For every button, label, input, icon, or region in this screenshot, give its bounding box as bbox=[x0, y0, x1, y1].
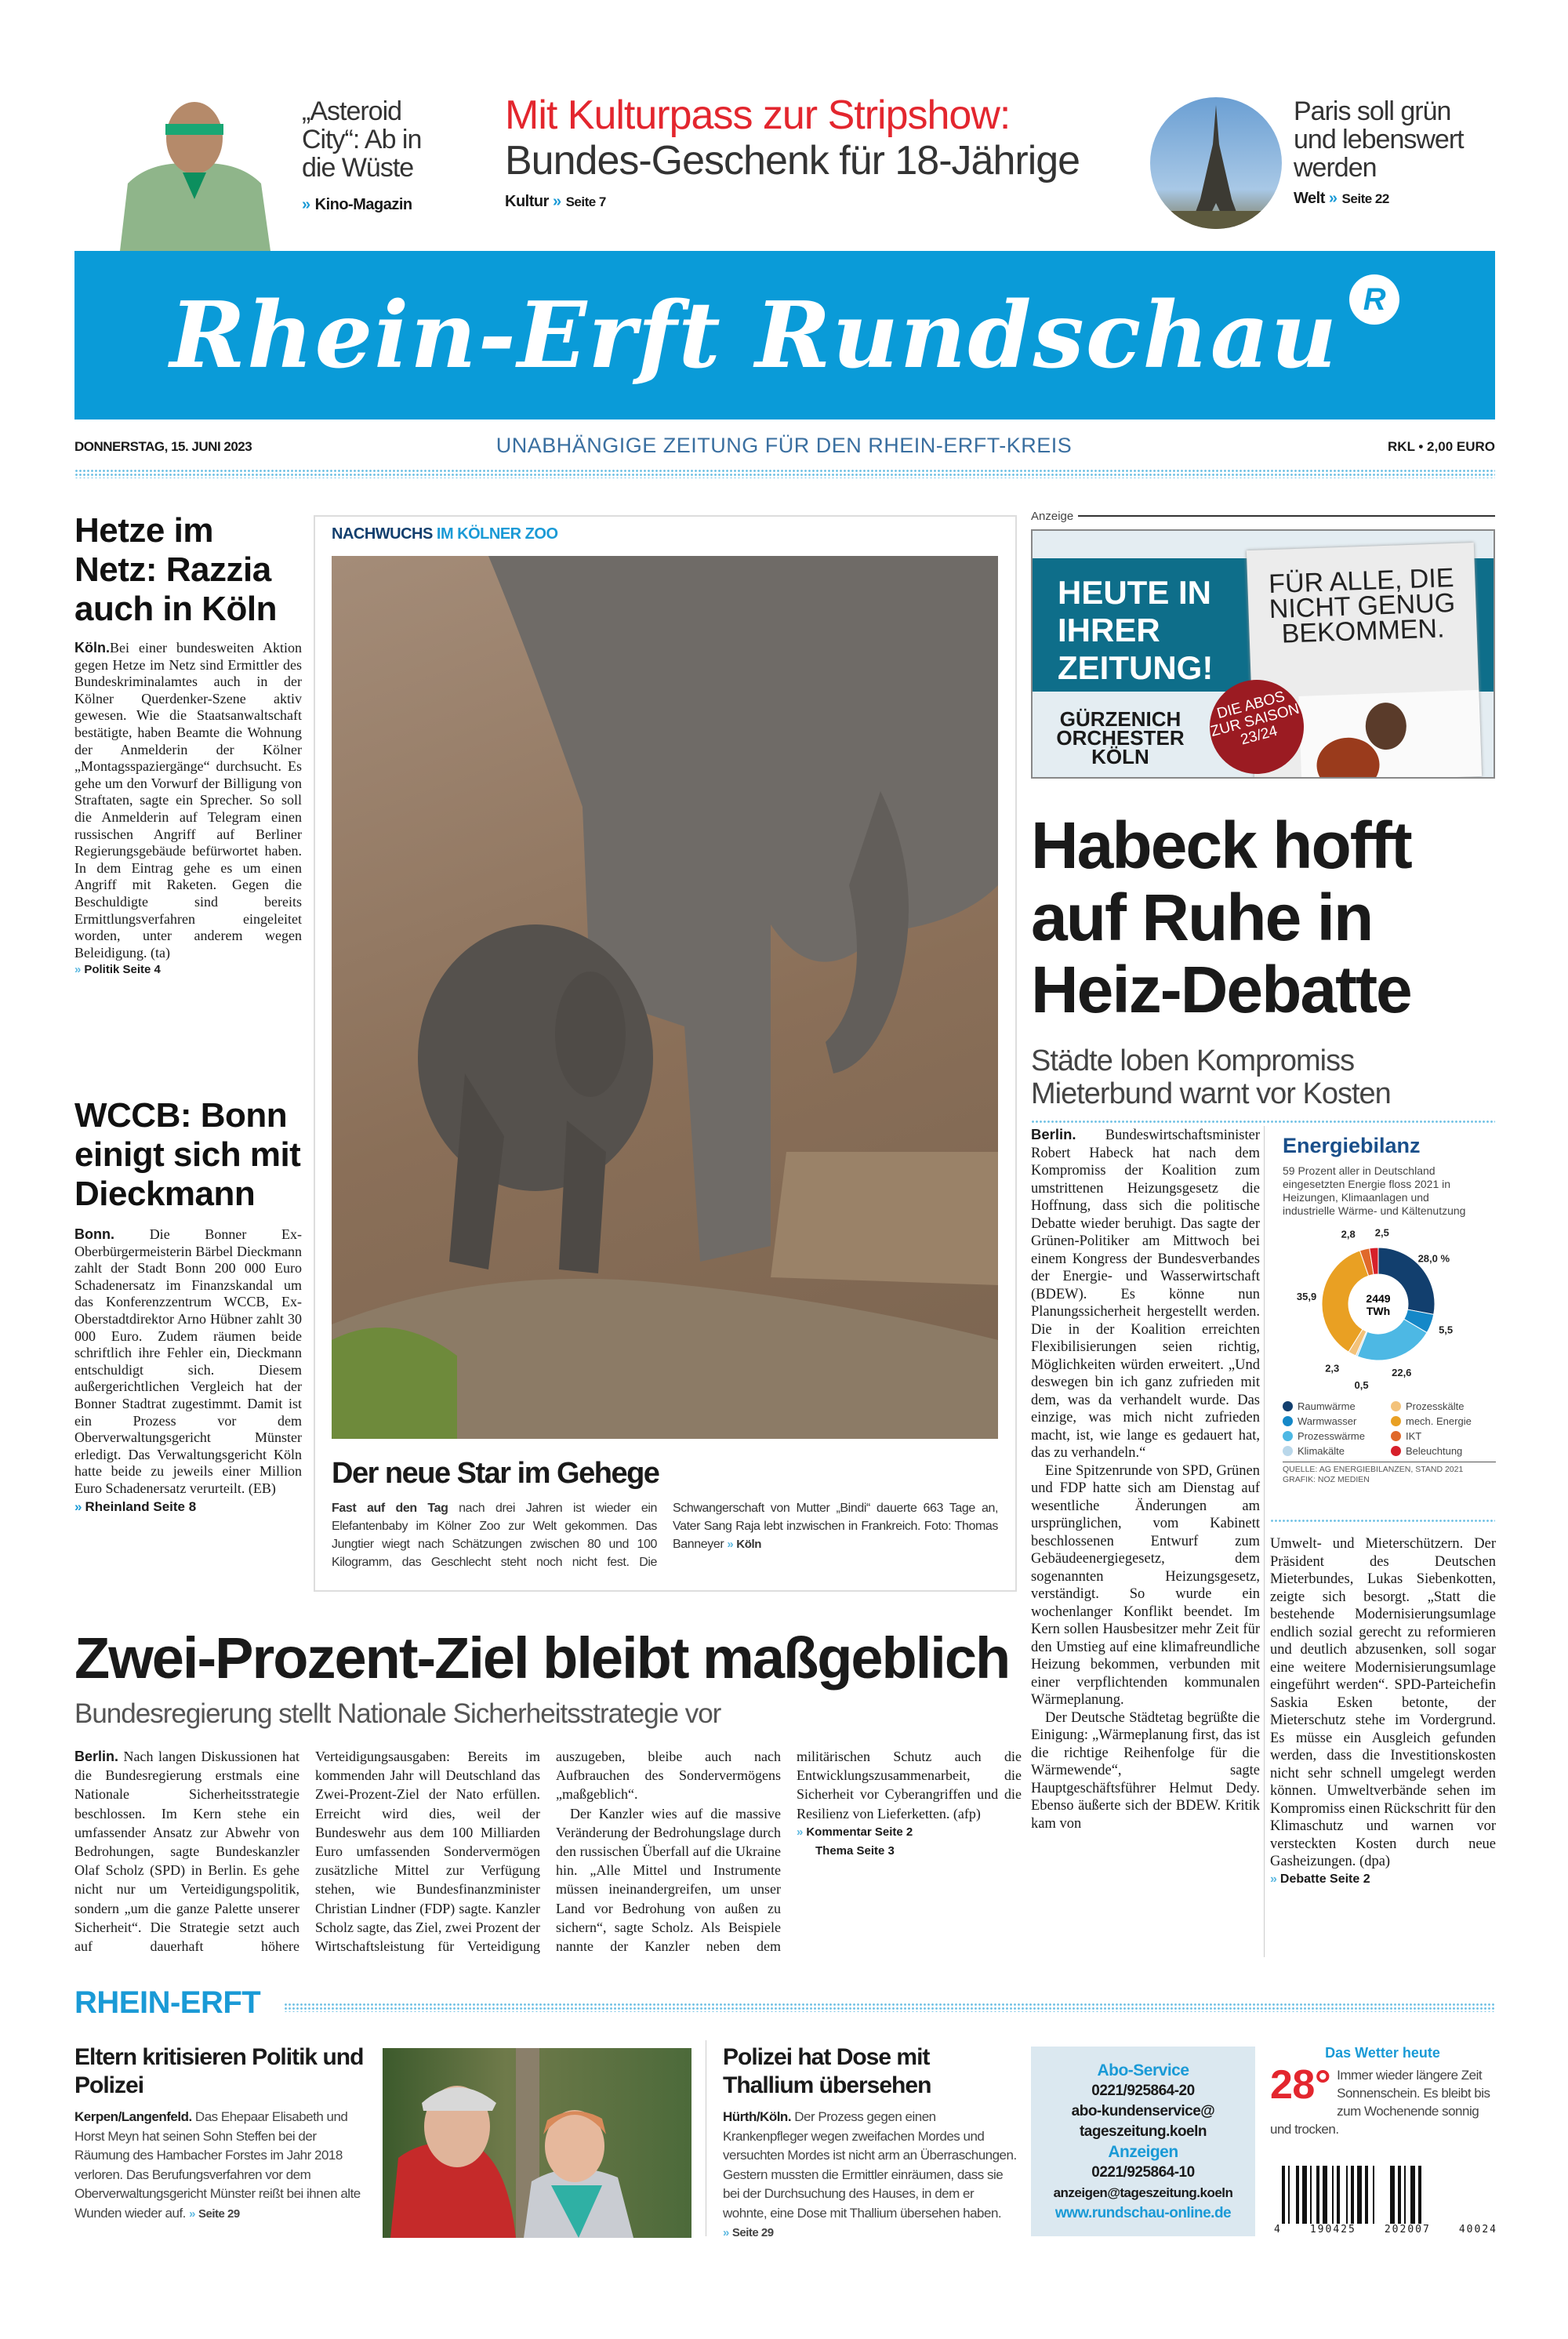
page-ref[interactable] bbox=[1270, 1871, 1496, 1889]
donut-value-label: 5,5 bbox=[1439, 1324, 1454, 1336]
barcode-bar bbox=[1282, 2166, 1285, 2224]
teaser-center-section: Kultur bbox=[505, 193, 549, 210]
barcode bbox=[1274, 2166, 1497, 2238]
second-subhead: Bundesregierung stellt Nationale Sicherheitsstrategie vor bbox=[74, 1698, 721, 1729]
legend-label: IKT bbox=[1406, 1430, 1422, 1442]
barcode-bar bbox=[1398, 2166, 1401, 2224]
article-text: Bundeswirtschaftsminister Robert Habeck hat nach dem Kompromiss der Koalition zum umstrittenen Heizungsgesetz die Hoffnung, dass sich die politische Debatte wieder beruhigt. Das sagte der Grünen-Politiker am Mittwoch bei einem Kongress der Bundesverbandes der Energie- und Wasserwirtschaft (BDEW). Es könne nun Planungssicherheit hergestellt werden. Die in der Koalition erreichten Flexibilisierungen seien richtig, Möglichkeiten würden erweitert. „Und deswegen bin ich ganz zufrieden mit dem, was da verhandelt wurde. Das einzige, was mich nicht zufrieden macht, ist, wie lange es gedauert hat, das zu verhandeln.“ bbox=[1031, 1128, 1260, 1461]
divider-dotted bbox=[74, 469, 1495, 478]
barcode-bar bbox=[1346, 2166, 1348, 2224]
legend-item bbox=[1391, 1429, 1496, 1444]
column-rule bbox=[1264, 1126, 1265, 1957]
teaser-photo-eiffel[interactable] bbox=[1150, 97, 1282, 229]
barcode-bar bbox=[1316, 2166, 1319, 2224]
barcode-bar bbox=[1373, 2166, 1374, 2224]
service-box bbox=[1031, 2047, 1255, 2236]
eiffel-tower-icon bbox=[1150, 97, 1282, 229]
legend-swatch bbox=[1283, 1431, 1293, 1441]
page-ref-label: Rheinland Seite 8 bbox=[85, 1498, 197, 1514]
legend-swatch bbox=[1283, 1416, 1293, 1426]
masthead-title: Rhein-Erft Rundschau bbox=[169, 281, 1339, 389]
kicker-dark: NACHWUCHS bbox=[332, 525, 433, 543]
registered-mark-icon: R bbox=[1349, 274, 1399, 325]
page-ref-label: Köln bbox=[736, 1538, 762, 1551]
chevron-icon: » bbox=[302, 196, 310, 213]
ads-label: Anzeigen bbox=[1108, 2143, 1178, 2161]
lead-subhead: Städte loben Kompromiss Mieterbund warnt vor Kosten bbox=[1031, 1044, 1391, 1110]
weather-box bbox=[1270, 2045, 1495, 2138]
legend-label: Raumwärme bbox=[1298, 1400, 1356, 1412]
teaser-right-page: Seite 22 bbox=[1341, 191, 1389, 206]
masthead bbox=[74, 251, 1495, 419]
legend-item bbox=[1391, 1444, 1496, 1458]
donut-value-label: 22,6 bbox=[1392, 1367, 1412, 1379]
barcode-bar bbox=[1351, 2166, 1354, 2224]
barcode-digits: 202007 bbox=[1384, 2224, 1431, 2235]
man-portrait-icon bbox=[104, 97, 285, 251]
barcode-bar bbox=[1302, 2166, 1307, 2224]
dateline: Köln. bbox=[74, 640, 110, 656]
ads-email[interactable]: anzeigen@tageszeitung.koeln bbox=[1053, 2185, 1233, 2200]
legend-label: Prozesskälte bbox=[1406, 1400, 1465, 1412]
abo-service-label: Abo-Service bbox=[1097, 2061, 1189, 2079]
article-headline: Polizei hat Dose mit Thallium übersehen bbox=[723, 2044, 931, 2098]
teaser-center-title-black: Bundes-Geschenk für 18-Jährige bbox=[505, 138, 1080, 183]
teaser-left-ref: Kino-Magazin bbox=[314, 196, 412, 213]
abo-email-line2[interactable]: tageszeitung.koeln bbox=[1079, 2123, 1207, 2140]
donut-value-label: 2,3 bbox=[1325, 1362, 1340, 1375]
legend-label: Beleuchtung bbox=[1406, 1445, 1463, 1457]
lead-body-col2 bbox=[1270, 1535, 1496, 1888]
caption-lead: Fast auf den Tag bbox=[332, 1502, 448, 1515]
legend-item bbox=[1391, 1399, 1496, 1414]
ad-label-row bbox=[1031, 508, 1495, 524]
teaser-center-page: Seite 7 bbox=[565, 194, 606, 209]
article-headline: WCCB: Bonn einigt sich mit Dieckmann bbox=[74, 1096, 301, 1213]
energy-chart bbox=[1283, 1128, 1496, 1485]
photo-story-kicker bbox=[332, 525, 558, 543]
chevron-icon: » bbox=[1328, 190, 1338, 207]
section-label-rhein-erft: RHEIN-ERFT bbox=[74, 1985, 261, 2020]
legend-item bbox=[1283, 1444, 1388, 1458]
legend-swatch bbox=[1391, 1446, 1401, 1456]
article-body bbox=[74, 640, 302, 961]
kicker-light: IM KÖLNER ZOO bbox=[436, 525, 558, 543]
page-ref[interactable] bbox=[797, 1823, 1022, 1842]
chart-title: Energiebilanz bbox=[1283, 1134, 1421, 1157]
article-text: Eine Spitzenrunde von SPD, Grünen und FDP hatte sich am Dienstag auf wesentliche Änderungen am ursprünglichen, vom Kabinett beschlossenen Entwurf zum Gebäudeenergiegesetz, dem sogenannten Heizungsgesetz, verständigt. So wurde ein wochenlanger Konflikt beendet. Im Kern sollen Hausbesitzer mehr Zeit für den Umstieg auf eine klimafreundliche Heizung bekommen, verbunden mit einer verpflichtenden kommunalen Wärmeplanung. bbox=[1031, 1462, 1260, 1708]
article-body bbox=[74, 2108, 368, 2224]
barcode-bar bbox=[1296, 2166, 1299, 2224]
elephant-image-icon bbox=[332, 556, 998, 1439]
second-body bbox=[74, 1747, 1022, 1963]
photo-caption bbox=[332, 1499, 998, 1571]
legend-swatch bbox=[1391, 1431, 1401, 1441]
dateline: Berlin. bbox=[74, 1749, 119, 1764]
chart-subtitle: 59 Prozent aller in Deutschland eingesetzten Energie floss 2021 in Heizungen, Klimaanlagen und industrielle Wärme- und Kältenutzung bbox=[1283, 1164, 1466, 1217]
article-headline: Hetze im Netz: Razzia auch in Köln bbox=[74, 511, 277, 628]
barcode-bar bbox=[1288, 2166, 1290, 2224]
chart-legend bbox=[1283, 1399, 1496, 1458]
legend-item bbox=[1391, 1414, 1496, 1429]
issue-date: DONNERSTAG, 15. JUNI 2023 bbox=[74, 439, 252, 454]
barcode-bar bbox=[1404, 2166, 1406, 2224]
barcode-bar bbox=[1418, 2166, 1421, 2224]
donut-center-label: 2449 bbox=[1366, 1292, 1391, 1305]
ad-brand: GÜRZENICH ORCHESTER KÖLN bbox=[1056, 707, 1185, 768]
donut-value-label: 2,8 bbox=[1341, 1228, 1356, 1240]
legend-label: mech. Energie bbox=[1406, 1415, 1472, 1427]
page-ref[interactable] bbox=[74, 1499, 302, 1515]
ad-slogan: FÜR ALLE, DIE NICHT GENUG BEKOMMEN. bbox=[1268, 562, 1456, 649]
legend-swatch bbox=[1283, 1401, 1293, 1411]
teaser-right-section: Welt bbox=[1294, 190, 1325, 207]
legend-item bbox=[1283, 1414, 1388, 1429]
article-wccb[interactable] bbox=[74, 1096, 302, 1515]
article-text: Der Prozess gegen einen Krankenpfleger wegen zweifachen Mordes und versuchten Mordes ist nicht arm an Überraschungen. Gestern mussten die Ermittler einräumen, dass sie bei der Durchsuchung des Hauses, in dem er wohnte, eine Dose mit Thallium übersehen haben. bbox=[723, 2109, 1017, 2221]
abo-email-line1[interactable]: abo-kundenservice@ bbox=[1071, 2103, 1215, 2119]
donut-center-label: TWh bbox=[1366, 1305, 1391, 1317]
local-story-polizei[interactable] bbox=[723, 2043, 1017, 2243]
weather-text: Immer wieder längere Zeit Sonnenschein. Es bleibt bis zum Wochenende sonnig und trocken. bbox=[1270, 2068, 1490, 2137]
tagline: UNABHÄNGIGE ZEITUNG FÜR DEN RHEIN-ERFT-KREIS bbox=[495, 434, 1073, 457]
price: RKL • 2,00 EURO bbox=[1388, 439, 1495, 454]
legend-item bbox=[1283, 1429, 1388, 1444]
barcode-bar bbox=[1390, 2166, 1395, 2224]
donut-value-label: 0,5 bbox=[1354, 1378, 1369, 1391]
chart-source: QUELLE: AG ENERGIEBILANZEN, STAND 2021 bbox=[1283, 1465, 1464, 1474]
article-text: Der Kanzler wies auf die massive Veränderung der Bedrohungslage durch den russischen Überfall auf die Ukraine hin. „Alle Mittel und Instrumente müssen ineinandergreifen, um unser Land vor Bedrohung von außen zu sichern“, sagte Scholz. Als Beispiele nannte der Kanzler neben dem militärischen Schutz auch die Entwicklungszusammenarbeit, die Sicherheit vor Cyberangriffen und die Resilienz von Lieferketten. (afp) bbox=[556, 1749, 1022, 1955]
chevron-icon: » bbox=[74, 963, 82, 977]
teaser-left-title: „Asteroid City“: Ab in die Wüste bbox=[302, 96, 422, 183]
teaser-center-title-red: Mit Kulturpass zur Stripshow: bbox=[505, 93, 1011, 138]
donut-chart bbox=[1283, 1218, 1496, 1395]
second-headline[interactable]: Zwei-Prozent-Ziel bleibt maßgeblich bbox=[74, 1625, 1010, 1691]
dateline: Bonn. bbox=[74, 1226, 114, 1242]
ad-banner-text: HEUTE IN IHRER ZEITUNG! bbox=[1058, 574, 1214, 686]
website-link[interactable]: www.rundschau-online.de bbox=[1054, 2205, 1232, 2221]
elephant-photo[interactable] bbox=[332, 556, 998, 1439]
ad-badge: DIE ABOS ZUR SAISON 23/24 bbox=[1200, 670, 1315, 779]
article-text: Die Bonner Ex-Oberbürgermeisterin Bärbel Dieckmann zahlt der Stadt Bonn 200 000 Euro Schadenersatz im Finanzskandal um das Konferenzzentrum WCCB, Ex-Oberstadtdirektor Arno Hübner zahlt 30 000 Euro. Zudem räumen beide schriftlich ihre Fehler ein, Dieckmann entschuldigt sich. Diesem außergerichtlichen Vergleich hat der Bonner Stadtrat zugestimmt. Damit ist ein Prozess vor dem Oberverwaltungsgericht Münster erledigt. Das Verwaltungsgericht Köln hatte beide zu jeweils einer Million Euro Schadenersatz verurteilt. (EB) bbox=[74, 1226, 303, 1496]
weather-title: Das Wetter heute bbox=[1325, 2045, 1440, 2061]
article-body bbox=[723, 2108, 1017, 2243]
legend-label: Warmwasser bbox=[1298, 1415, 1357, 1427]
barcode-bar bbox=[1410, 2166, 1415, 2224]
ad-gurzenich[interactable] bbox=[1031, 529, 1495, 779]
page-ref[interactable]: Thema Seite 3 bbox=[815, 1844, 895, 1858]
barcode-bar bbox=[1357, 2166, 1362, 2224]
donut-value-label: 35,9 bbox=[1296, 1290, 1317, 1302]
divider-dotted bbox=[1031, 1120, 1495, 1124]
barcode-bar bbox=[1332, 2166, 1334, 2224]
legend-label: Klimakälte bbox=[1298, 1445, 1345, 1457]
legend-item bbox=[1283, 1399, 1388, 1414]
dateline: Berlin. bbox=[1031, 1126, 1076, 1142]
weather-temperature: 28° bbox=[1270, 2062, 1331, 2108]
donut-value-label: 2,5 bbox=[1374, 1226, 1389, 1239]
couple-photo[interactable] bbox=[383, 2048, 691, 2238]
barcode-bar bbox=[1337, 2166, 1340, 2224]
abo-phone[interactable]: 0221/925864-20 bbox=[1091, 2083, 1195, 2099]
ad-label: Anzeige bbox=[1031, 509, 1074, 523]
legend-swatch bbox=[1391, 1401, 1401, 1411]
couple-image-icon bbox=[383, 2048, 691, 2238]
divider-dotted bbox=[284, 2003, 1495, 2012]
article-text: Das Ehepaar Elisabeth und Horst Meyn hat seinen Sohn Steffen bei der Räumung des Hambacher Forstes im Jahr 2018 verloren. Das Berufungsverfahren vor dem Oberverwaltungsgericht Münster reißt bei ihnen alte Wunden wieder auf. bbox=[74, 2109, 361, 2221]
page-ref[interactable] bbox=[727, 1538, 761, 1551]
page-ref-label: Kommentar Seite 2 bbox=[806, 1825, 913, 1839]
chevron-icon: » bbox=[1270, 1872, 1277, 1886]
chevron-icon: » bbox=[189, 2206, 195, 2221]
teaser-photo-man[interactable] bbox=[104, 97, 285, 251]
barcode-digits: 190425 bbox=[1309, 2224, 1356, 2235]
article-text: Nach langen Diskussionen hat die Bundesregierung erstmals eine Nationale Sicherheitsstrategie beschlossen. Im Kern stehe ein umfassender Ansatz zur Abwehr von Bedrohungen, sagte Bundeskanzler Olaf Scholz (SPD) in Berlin. Es gehe nicht nur um Verteidigungspolitik, sondern „um die ganze Palette unserer Sicherheit“. Die Strategie setzt auch auf dauerhaft höhere Verteidigungsausgaben: Bereits im kommenden Jahr will Deutschland das Zwei-Prozent-Ziel der Nato erfüllen. Erreicht wird dies, weil der Bundeswehr aus dem 100 Milliarden Euro umfassenden Sondervermögen zusätzliche Mittel zur Verfügung stehen, wie Bundesfinanzminister Christian Lindner (FDP) sagte. Kanzler Scholz sagte, das Ziel, zwei Prozent der Wirtschaftsleistung für Verteidigung auszugeben, bleibe auch nach Aufbrauchen des Sondervermögens „maßgeblich“. bbox=[74, 1749, 781, 1955]
page-ref-label: Seite 29 bbox=[731, 2226, 774, 2239]
chevron-icon: » bbox=[552, 193, 561, 210]
barcode-bar bbox=[1323, 2166, 1327, 2224]
legend-swatch bbox=[1283, 1446, 1293, 1456]
divider-dotted bbox=[1270, 1519, 1495, 1523]
legend-swatch bbox=[1391, 1416, 1401, 1426]
article-text: Umwelt- und Mieterschützern. Der Präsident des Deutschen Mieterbundes, Lukas Siebenkotten, zeigte sich besorgt. „Statt die bestehende Modernisierungsumlage endlich sozial gerecht zu reformieren und deutlich abzusenken, soll sogar eine weitere Modernisierungsumlage eingeführt werden“. SPD-Parteichefin Saskia Esken betonte, der Mieterschutz stehe im Vordergrund. Es müsse ein Ausgleich gefunden werden, dass die Investitionskosten nicht sehr schnell umgelegt werden können. Umweltverbände sehen im Kompromiss einen Rückschritt für den Klimaschutz und warnen vor versteckten Kosten durch neue Gasheizungen. (dpa) bbox=[1270, 1536, 1496, 1869]
donut-value-label: 28,0 % bbox=[1417, 1252, 1450, 1265]
chevron-icon: » bbox=[74, 1498, 82, 1514]
page-ref-label: Debatte Seite 2 bbox=[1279, 1872, 1370, 1886]
article-text: Bei einer bundesweiten Aktion gegen Hetze im Netz sind Ermittler des Bundeskriminalamtes auch in der Kölner Querdenker-Szene aktiv gewesen. Wie die Staatsanwaltschaft bestätigte, haben Beamte die Wohnung der Anmelderin der Kölner „Montagsspaziergänge“ durchsucht. Es gehe um den Vorwurf der Billigung von Straftaten, sagte ein Sprecher. So soll die Anmelderin auf Telegram einen russischen Angriff auf Berliner Regierungsgebäude befürwortet haben. In dem Eintrag gehe es um einen Angriff mit Raketen. Gegen die Beschuldigte sind bereits Ermittlungsverfahren eingeleitet worden, unter anderem wegen Beleidigung. (ta) bbox=[74, 640, 302, 961]
dateline: Kerpen/Langenfeld. bbox=[74, 2109, 192, 2124]
lead-headline[interactable]: Habeck hofft auf Ruhe in Heiz-Debatte bbox=[1031, 808, 1411, 1026]
local-story-eltern[interactable] bbox=[74, 2043, 368, 2224]
chart-credit: GRAFIK: NOZ MEDIEN bbox=[1283, 1475, 1370, 1484]
ads-phone[interactable]: 0221/925864-10 bbox=[1091, 2164, 1195, 2181]
article-body bbox=[74, 1226, 302, 1498]
barcode-digits: 40024 bbox=[1458, 2224, 1497, 2235]
teaser-right[interactable] bbox=[1294, 97, 1497, 208]
barcode-bar bbox=[1365, 2166, 1368, 2224]
article-text: Der Deutsche Städtetag begrüßte die Einigung: „Wärmeplanung first, das ist die richtige Reihenfolge für die Wärmewende“, sagte Hauptgeschäftsführer Helmut Dedy. Ebenso äußerte sich der BDEW. Kritik kam von bbox=[1031, 1709, 1260, 1832]
page-ref[interactable] bbox=[723, 2226, 774, 2239]
page-ref[interactable] bbox=[74, 963, 302, 976]
barcode-digits: 4 bbox=[1274, 2224, 1282, 2235]
article-headline: Eltern kritisieren Politik und Polizei bbox=[74, 2044, 364, 2098]
page-ref-label: Seite 29 bbox=[198, 2206, 240, 2221]
page-ref-label: Politik Seite 4 bbox=[84, 963, 161, 977]
page-ref[interactable] bbox=[189, 2207, 240, 2221]
chevron-icon: » bbox=[727, 1538, 734, 1551]
chevron-icon: » bbox=[797, 1825, 804, 1839]
lead-body-col1 bbox=[1031, 1126, 1260, 1832]
caption-text: nach drei Jahren ist wieder ein Elefantenbaby im Kölner Zoo zur Welt gekommen. Das Jungtier wiegt nach Schätzungen zwischen 80 und 100 Kilogramm, das Geschlecht steht noch nicht fest. Die Schwangerschaft von Mutter „Bindi“ dauerte 663 Tage an, Vater Sang Raja lebt inzwischen in Frankreich. Foto: Thomas Banneyer bbox=[332, 1502, 998, 1569]
teaser-left[interactable] bbox=[302, 97, 459, 214]
legend-label: Prozesswärme bbox=[1298, 1430, 1365, 1442]
dateline: Hürth/Köln. bbox=[723, 2109, 792, 2124]
article-hetze[interactable] bbox=[74, 511, 302, 976]
teaser-center[interactable] bbox=[505, 93, 1132, 211]
chevron-icon: » bbox=[723, 2226, 729, 2239]
teaser-right-title: Paris soll grün und lebenswert werden bbox=[1294, 96, 1464, 183]
photo-story-headline: Der neue Star im Gehege bbox=[332, 1457, 659, 1490]
barcode-bar bbox=[1310, 2166, 1312, 2224]
